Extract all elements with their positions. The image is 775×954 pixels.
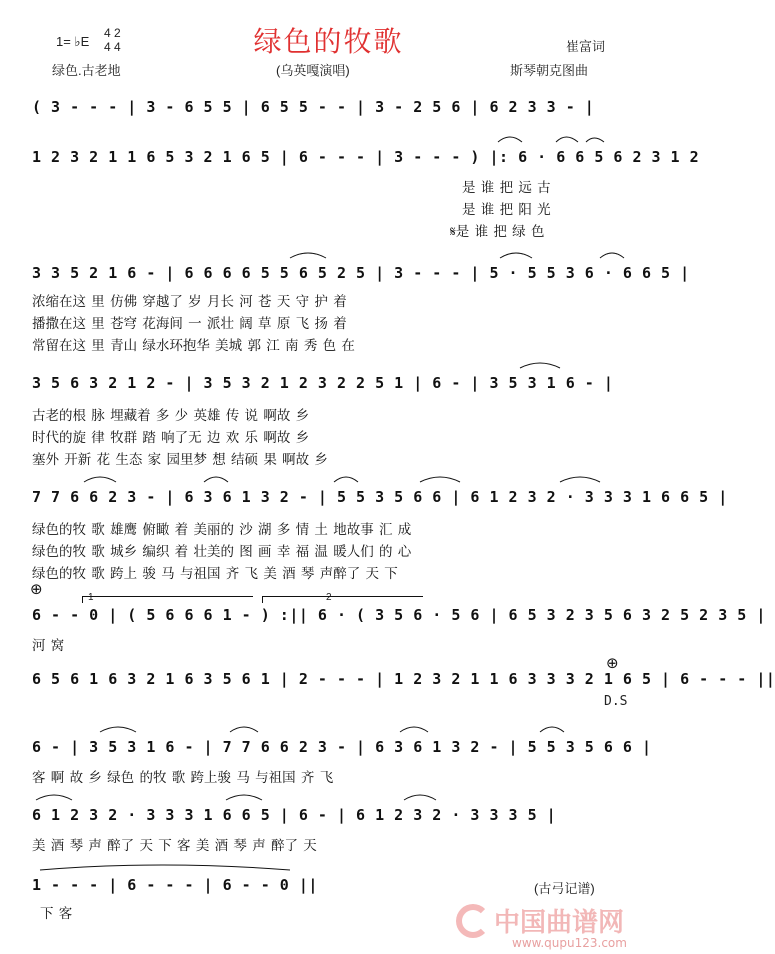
singer-credit: (乌英嘎演唱) [276, 63, 350, 78]
lyric-3-verse-2: 播撒在这 里 苍穹 花海间 一 派壮 阔 草 原 飞 扬 着 [32, 316, 347, 332]
lyric-4-verse-1: 古老的根 脉 埋藏着 多 少 英雄 传 说 啊故 乡 [32, 408, 310, 424]
score-line-7: 6 5 6 1 6 3 2 1 6 3 5 6 1 | 2 - - - | 1 2 3 2 1 1 6 3 3 3 2 1 6 5 | 6 - - - || [32, 670, 775, 688]
score-line-8: 6 - | 3 5 3 1 6 - | 7 7 6 6 2 3 - | 6 3 6 1 3 2 - | 5 5 3 5 6 6 | [32, 738, 652, 756]
time-signature-bottom: 4 4 [104, 40, 121, 54]
score-line-5: 7 7 6 6 2 3 - | 6 3 6 1 3 2 - | 5 5 3 5 6 6 | 6 1 2 3 2 · 3 3 3 1 6 6 5 | [32, 488, 728, 506]
page-title: 绿色的牧歌 [253, 25, 404, 58]
lyric-4-verse-2: 时代的旋 律 牧群 踏 响了无 边 欢 乐 啊故 乡 [32, 430, 310, 446]
coda-sign-icon: ⊕ [30, 581, 43, 598]
volta-1-bracket [82, 596, 253, 603]
coda-sign-icon-2: ⊕ [606, 655, 619, 672]
album-name: 绿色.古老地 [52, 63, 121, 78]
lyric-6: 河 窝 [32, 638, 65, 654]
lyric-5-verse-1: 绿色的牧 歌 雄鹰 俯瞰 着 美丽的 沙 湖 多 情 土 地故事 汇 成 [32, 522, 412, 538]
lyric-2-verse-3: 𝄋是 谁 把 绿 色 [450, 224, 545, 240]
score-line-6: 6 - - 0 | ( 5 6 6 6 1 - ) :|| 6 · ( 3 5 6 · 5 6 | 6 5 3 2 3 5 6 3 2 5 2 3 5 | [32, 606, 766, 624]
watermark-logo-icon [456, 904, 490, 938]
lyric-3-verse-3: 常留在这 里 青山 绿水环抱华 美城 郭 江 南 秀 色 在 [32, 338, 355, 354]
score-line-9: 6 1 2 3 2 · 3 3 3 1 6 6 5 | 6 - | 6 1 2 3 2 · 3 3 3 5 | [32, 806, 557, 824]
lyric-2-verse-2: 是 谁 把 阳 光 [462, 202, 551, 218]
watermark-url: www.qupu123.com [512, 936, 627, 950]
lyric-5-verse-2: 绿色的牧 歌 城乡 编织 着 壮美的 图 画 幸 福 温 暖人们 的 心 [32, 544, 412, 560]
score-line-4: 3 5 6 3 2 1 2 - | 3 5 3 2 1 2 3 2 2 5 1 | 6 - | 3 5 3 1 6 - | [32, 374, 614, 392]
score-line-3: 3 3 5 2 1 6 - | 6 6 6 6 5 5 6 5 2 5 | 3 - - - | 5 · 5 5 3 6 · 6 6 5 | [32, 264, 690, 282]
volta-2-label: 2 [326, 592, 332, 603]
score-line-2: 1 2 3 2 1 1 6 5 3 2 1 6 5 | 6 - - - | 3 - - - ) |: 6 · 6 6 5 6 2 3 1 2 [32, 148, 700, 166]
key-signature: 1= ♭E [56, 34, 90, 49]
score-line-1: ( 3 - - - | 3 - 6 5 5 | 6 5 5 - - | 3 - 2 5 6 | 6 2 3 3 - | [32, 98, 595, 116]
volta-2-bracket [262, 596, 423, 603]
ds-mark: D.S [604, 694, 628, 709]
volta-1-label: 1 [88, 592, 94, 603]
time-signature-top: 4 2 [104, 26, 121, 40]
lyric-5-verse-3: 绿色的牧 歌 跨上 骏 马 与祖国 齐 飞 美 酒 琴 声醉了 天 下 [32, 566, 398, 582]
lyric-9: 美 酒 琴 声 醉了 天 下 客 美 酒 琴 声 醉了 天 [32, 838, 317, 854]
lyric-4-verse-3: 塞外 开新 花 生态 家 园里梦 想 结硕 果 啊故 乡 [32, 452, 328, 468]
lyric-3-verse-1: 浓缩在这 里 仿佛 穿越了 岁 月长 河 苍 天 守 护 着 [32, 294, 347, 310]
score-line-10: 1 - - - | 6 - - - | 6 - - 0 || [32, 876, 318, 894]
transcriber-note: (古弓记谱) [534, 881, 595, 896]
lyric-2-verse-1: 是 谁 把 远 古 [462, 180, 551, 196]
lyric-8: 客 啊 故 乡 绿色 的牧 歌 跨上骏 马 与祖国 齐 飞 [32, 770, 334, 786]
lyric-10: 下 客 [40, 906, 73, 922]
watermark-brand: 中国曲谱网 [494, 908, 625, 938]
composer-credit: 斯琴朝克图曲 [510, 63, 589, 78]
lyricist-credit: 崔富词 [566, 39, 606, 54]
